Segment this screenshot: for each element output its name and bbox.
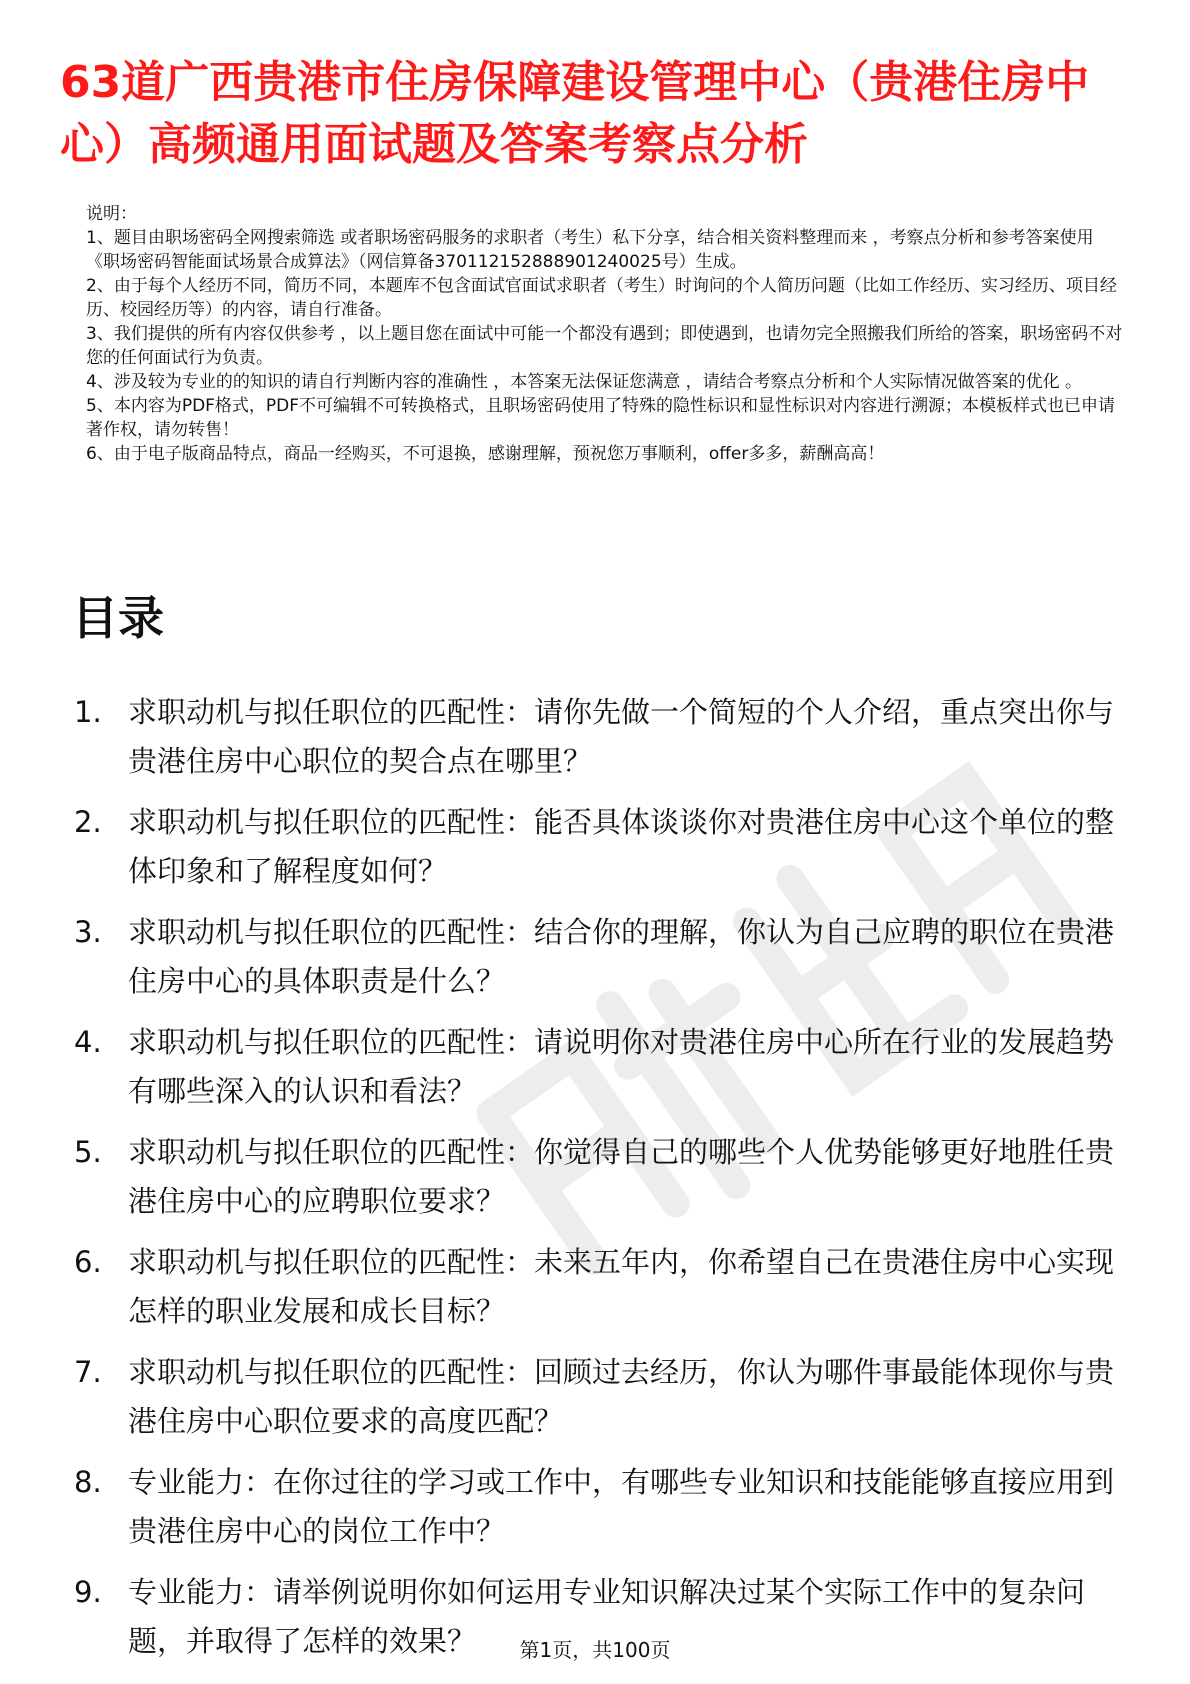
toc-item-number: 4. — [74, 1025, 102, 1059]
toc-item-number: 6. — [74, 1245, 102, 1279]
toc-item-number: 8. — [74, 1465, 102, 1499]
toc-item-number: 7. — [74, 1355, 102, 1389]
page-footer: 第1页，共100页 — [519, 1638, 671, 1662]
toc-item-text: 求职动机与拟任职位的匹配性：未来五年内，你希望自己在贵港住房中心实现怎样的职业发展和成长目标？ — [128, 1245, 1115, 1328]
toc-item-text: 求职动机与拟任职位的匹配性：能否具体谈谈你对贵港住房中心这个单位的整体印象和了解程度如何？ — [128, 805, 1115, 888]
toc-item[interactable] — [72, 688, 1132, 786]
toc-item-text: 求职动机与拟任职位的匹配性：请你先做一个简短的个人介绍，重点突出你与贵港住房中心职位的契合点在哪里？ — [128, 695, 1115, 778]
toc-item-text: 专业能力：请举例说明你如何运用专业知识解决过某个实际工作中的复杂问题，并取得了怎样的效果？ — [128, 1575, 1086, 1658]
toc-item-text: 专业能力：在你过往的学习或工作中，有哪些专业知识和技能能够直接应用到贵港住房中心的岗位工作中？ — [128, 1465, 1115, 1548]
toc-item-text: 求职动机与拟任职位的匹配性：回顾过去经历，你认为哪件事最能体现你与贵港住房中心职位要求的高度匹配？ — [128, 1355, 1115, 1438]
toc-list — [72, 688, 1132, 1678]
toc-item-number: 1. — [74, 695, 102, 729]
toc-item-text: 求职动机与拟任职位的匹配性：结合你的理解，你认为自己应聘的职位在贵港住房中心的具体职责是什么？ — [128, 915, 1115, 998]
toc-item[interactable] — [72, 1458, 1132, 1556]
toc-item[interactable] — [72, 908, 1132, 1006]
toc-item[interactable] — [72, 1018, 1132, 1116]
toc-item-text: 求职动机与拟任职位的匹配性：请说明你对贵港住房中心所在行业的发展趋势有哪些深入的认识和看法？ — [128, 1025, 1115, 1108]
note-item: 4、涉及较为专业的的知识的请自行判断内容的准确性 ，本答案无法保证您满意 ，请结合考察点分析和个人实际情况做答案的优化 。 — [86, 372, 1083, 392]
notes-section — [86, 202, 1126, 466]
toc-heading: 目录 — [72, 591, 164, 645]
toc-item-number: 2. — [74, 805, 102, 839]
toc-item-number: 9. — [74, 1575, 102, 1609]
note-item: 3、我们提供的所有内容仅供参考 ，以上题目您在面试中可能一个都没有遇到；即使遇到，也请勿完全照搬我们所给的答案，职场密码不对您的任何面试行为负责。 — [86, 324, 1123, 368]
note-item: 5、本内容为PDF格式，PDF不可编辑不可转换格式，且职场密码使用了特殊的隐性标识和显性标识对内容进行溯源；本模板样式也已申请著作权，请勿转售！ — [86, 396, 1116, 440]
toc-item[interactable] — [72, 1348, 1132, 1446]
note-item: 6、由于电子版商品特点，商品一经购买，不可退换，感谢理解，预祝您万事顺利，offer多多，薪酬高高！ — [86, 444, 885, 464]
notes-heading: 说明： — [86, 204, 137, 224]
toc-item-number: 5. — [74, 1135, 102, 1169]
toc-item[interactable] — [72, 1128, 1132, 1226]
toc-item-number: 3. — [74, 915, 102, 949]
note-item: 1、题目由职场密码全网搜索筛选 或者职场密码服务的求职者（考生）私下分享，结合相关资料整理而来 ，考察点分析和参考答案使用《职场密码智能面试场景合成算法》（网信算备370112152888901240025号）生成。 — [86, 228, 1094, 272]
note-item: 2、由于每个人经历不同，简历不同，本题库不包含面试官面试求职者（考生）时询问的个人简历问题（比如工作经历、实习经历、项目经历、校园经历等）的内容，请自行准备。 — [86, 276, 1117, 320]
document-title: 63道广西贵港市住房保障建设管理中心（贵港住房中心）高频通用面试题及答案考察点分析 — [60, 57, 1090, 170]
toc-item[interactable] — [72, 798, 1132, 896]
toc-item-text: 求职动机与拟任职位的匹配性：你觉得自己的哪些个人优势能够更好地胜任贵港住房中心的应聘职位要求？ — [128, 1135, 1115, 1218]
toc-item[interactable] — [72, 1238, 1132, 1336]
